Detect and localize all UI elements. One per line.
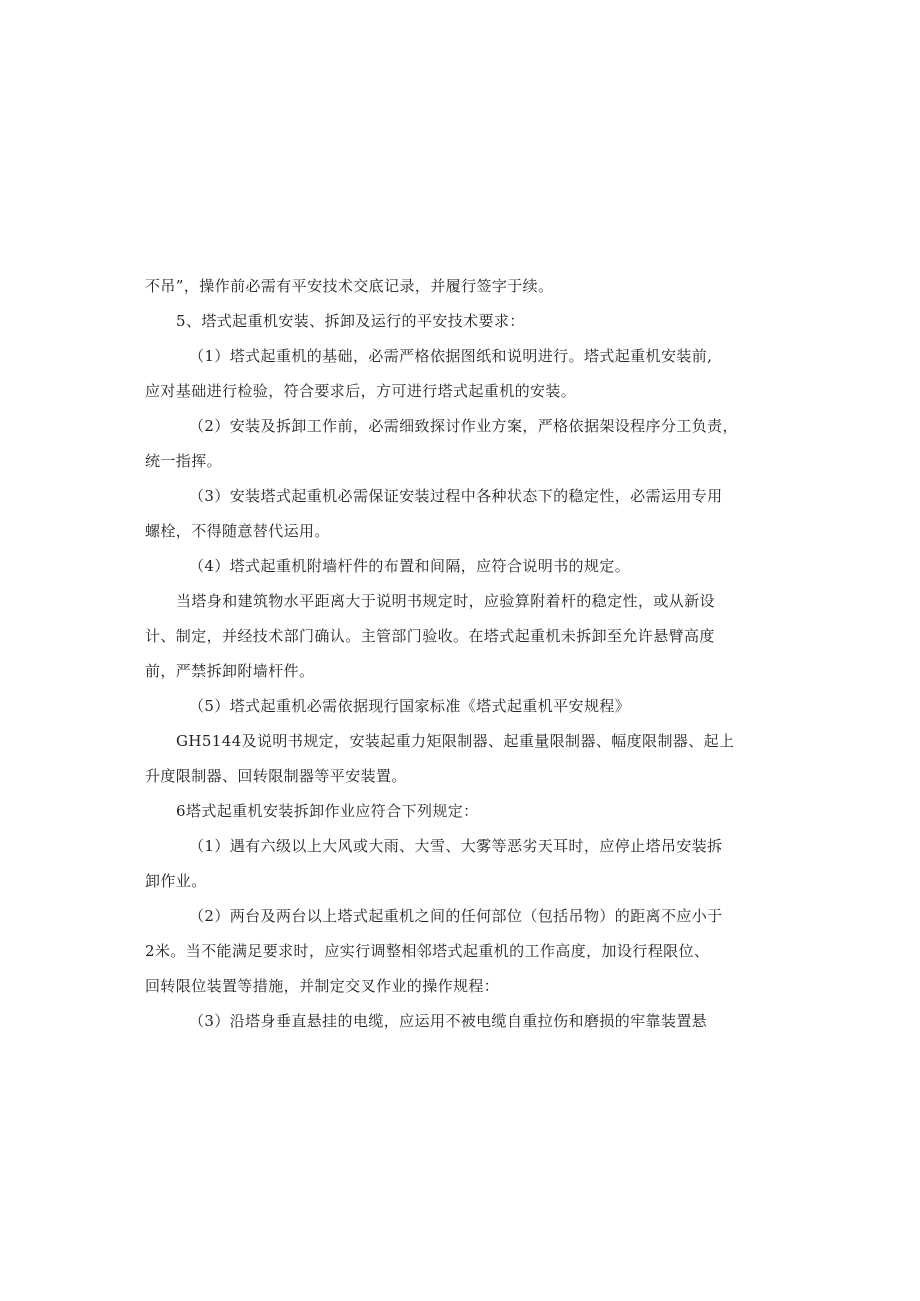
text-line-4: 应对基础进行检验，符合要求后，方可进行塔式起重机的安装。 <box>145 382 577 400</box>
text-line-8: 螺栓，不得随意替代运用。 <box>145 522 330 540</box>
text-line-19: （2）两台及两台以上塔式起重机之间的任何部位（包括吊物）的距离不应小于 <box>189 907 723 925</box>
text-line-6: 统一指挥。 <box>145 452 223 470</box>
section-heading-6: 6塔式起重机安装拆卸作业应符合下列规定： <box>176 802 479 820</box>
text-line-3: （1）塔式起重机的基础，必需严格依据图纸和说明进行。塔式起重机安装前, <box>189 347 713 365</box>
text-line-17: （1）遇有六级以上大风或大雨、大雪、大雾等恶劣天耳时，应停止塔吊安装拆 <box>189 837 723 855</box>
text-line-15: 升度限制器、回转限制器等平安装置。 <box>145 767 407 785</box>
text-line-14: GH5144及说明书规定，安装起重力矩限制器、起重量限制器、幅度限制器、起上 <box>176 732 735 750</box>
text-line-20: 2米。当不能满足要求时，应实行调整相邻塔式起重机的工作高度，加设行程限位、 <box>145 942 710 960</box>
section-heading-5: 5、塔式起重机安装、拆卸及运行的平安技术要求： <box>176 312 525 330</box>
text-line-13: （5）塔式起重机必需依据现行国家标准《塔式起重机平安规程》 <box>189 697 631 715</box>
text-line-5: （2）安装及拆卸工作前，必需细致探讨作业方案，严格依据架设程序分工负责， <box>189 417 738 435</box>
text-line-11: 计、制定，并经技术部门确认。主管部门验收。在塔式起重机未拆卸至允许悬臂高度 <box>145 627 715 645</box>
text-line-12: 前，严禁拆卸附墙杆件。 <box>145 662 315 680</box>
text-line-21: 回转限位装置等措施，并制定交叉作业的操作规程： <box>145 977 500 995</box>
text-line-9: （4）塔式起重机附墙杆件的布置和间隔，应符合说明书的规定。 <box>189 557 631 575</box>
text-line-22: （3）沿塔身垂直悬挂的电缆，应运用不被电缆自重拉伤和磨损的牢靠装置悬 <box>189 1012 708 1030</box>
text-line-7: （3）安装塔式起重机必需保证安装过程中各种状态下的稳定性，必需运用专用 <box>189 487 723 505</box>
text-line-18: 卸作业。 <box>145 872 207 890</box>
text-line-10: 当塔身和建筑物水平距离大于说明书规定时，应验算附着杆的稳定性，或从新设 <box>176 592 716 610</box>
text-line-1: 不吊”，操作前必需有平安技术交底记录，并履行签字于续。 <box>145 277 554 295</box>
